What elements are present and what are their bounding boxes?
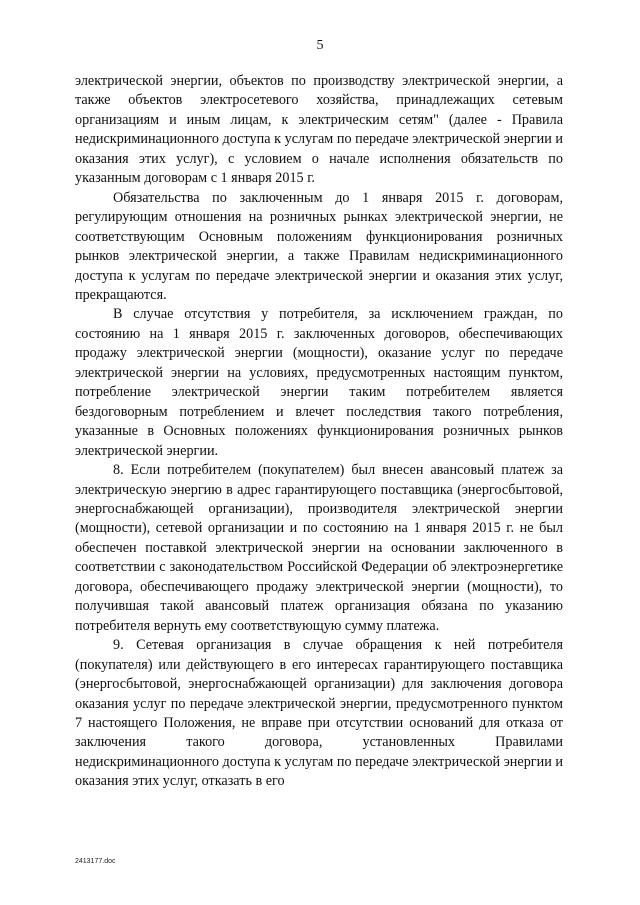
paragraph-absence-of-contracts: В случае отсутствия у потребителя, за исключением граждан, по состоянию на 1 января 2015 г. заключенных договоров, обеспечивающих продажу электрической энергии (мощности), оказание услуг по передаче электрической энергии на условиях, предусмотренных настоящим пунктом, потребление электрической энергии таким потребителем является бездоговорным потреблением и влечет последствия такого потребления, указанные в Основных положениях функционирования розничных рынков электрической энергии.: [75, 306, 563, 459]
paragraph-item-9: 9. Сетевая организация в случае обращения к ней потребителя (покупателя) или действующего в его интересах гарантирующего поставщика (энергосбытовой, энергоснабжающей организации) для заключения договора оказания услуг по передаче электрической энергии, предусмотренного пунктом 7 настоящего Положения, не вправе при отсутствии оснований для отказа от заключения такого договора, установленных Правилами недискриминационного доступа к услугам по передаче электрической энергии и оказания этих услуг, отказать в его: [75, 637, 563, 790]
page-number: 5: [316, 38, 324, 53]
paragraph-obligations: Обязательства по заключенным до 1 января 2015 г. договорам, регулирующим отношения на розничных рынках электрической энергии, не соответствующим Основным положениям функционирования розничных рынков электрической энергии, а также Правилам недискриминационного доступа к услугам по передаче электрической энергии и оказания этих услуг, прекращаются.: [75, 189, 563, 303]
paragraph-continuation: электрической энергии, объектов по производству электрической энергии, а также объектов электросетевого хозяйства, принадлежащих сетевым организациям и иным лицам, к электрическим сетям" (далее - Правила недискриминационного доступа к услугам по передаче электрической энергии и оказания этих услуг), с условием о начале исполнения обязательств по указанным договорам с 1 января 2015 г.: [75, 73, 563, 187]
paragraph-item-8: 8. Если потребителем (покупателем) был внесен авансовый платеж за электрическую энергию в адрес гарантирующего поставщика (энергосбытовой, энергоснабжающей организации), производителя электрической энергии (мощности), сетевой организации и по состоянию на 1 января 2015 г. не был обеспечен поставкой электрической энергии на основании заключенного в соответствии с законодательством Российской Федерации об электроэнергетике договора, обеспечивающего продажу электрической энергии (мощности), то получившая такой авансовый платеж организация обязана по указанию потребителя вернуть ему соответствующую сумму платежа.: [75, 462, 563, 634]
footer-doc-id: 2413177.doc: [75, 858, 116, 865]
document-body: [75, 72, 563, 792]
